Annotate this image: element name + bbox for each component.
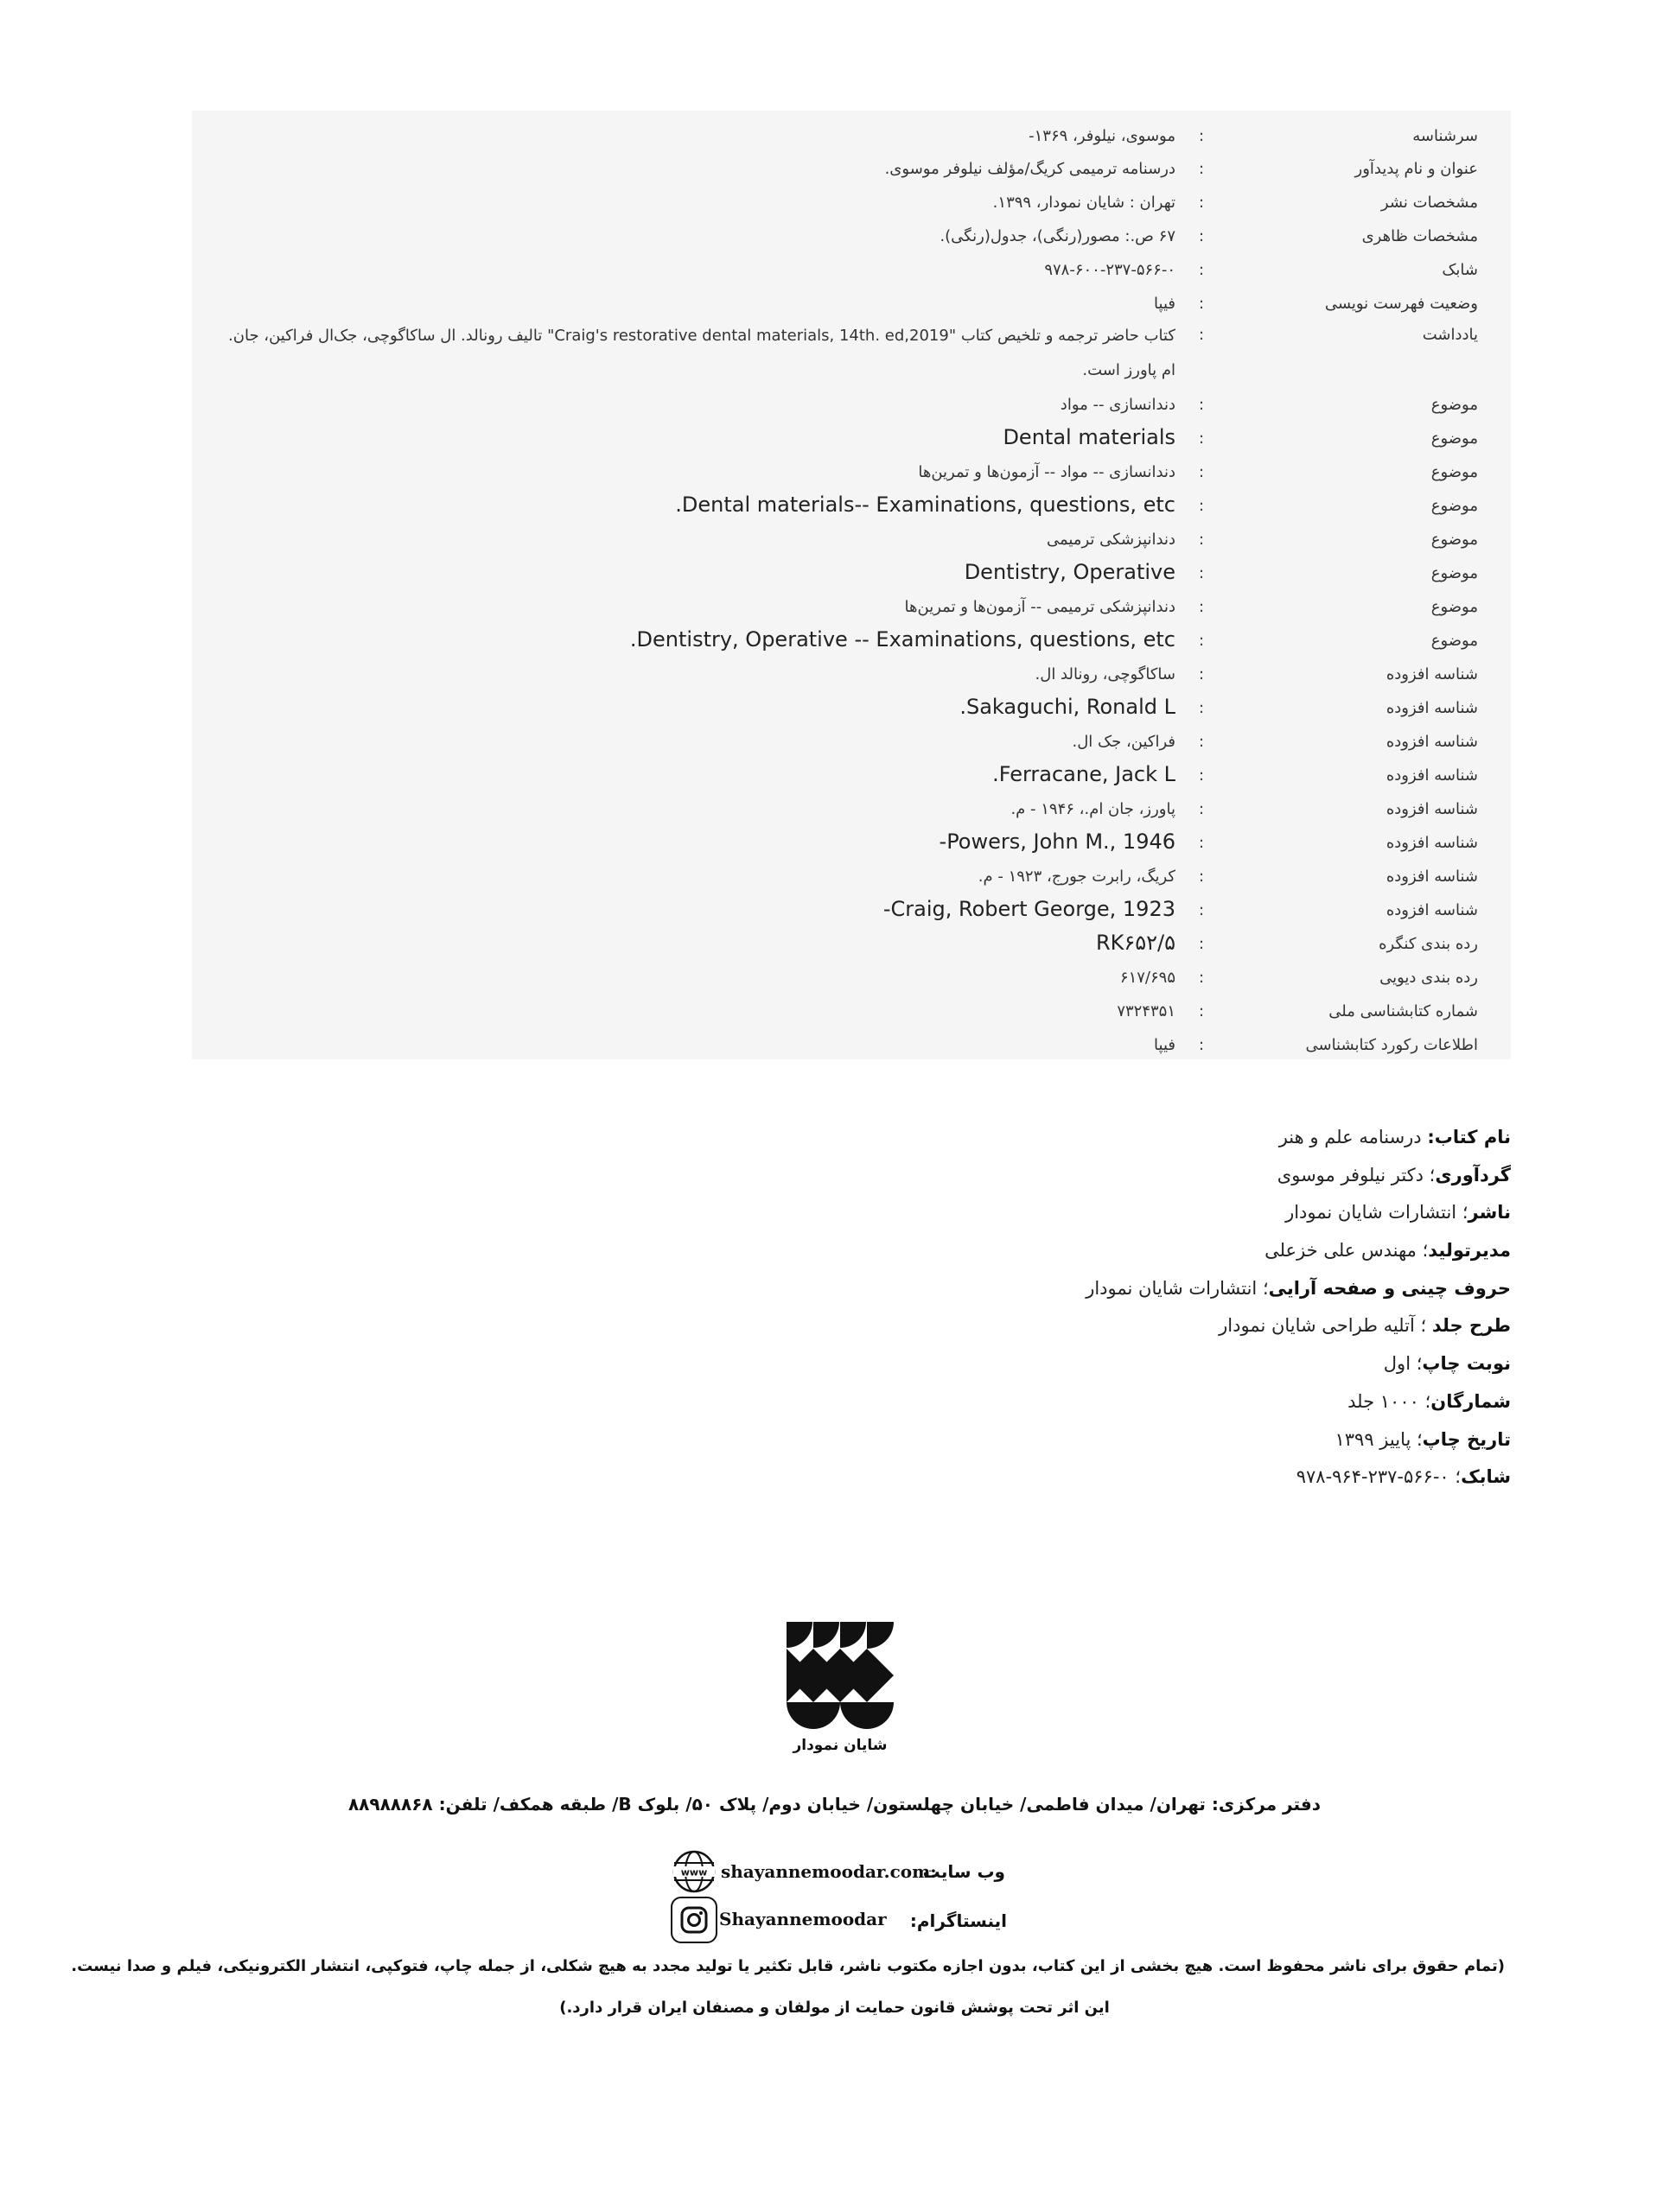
catalog-row: [192, 725, 1511, 759]
catalog-separator: :: [1198, 194, 1205, 212]
catalog-row: [192, 455, 1511, 489]
catalog-field-label: سرشناسه: [1412, 127, 1478, 145]
colophon-label: حروف چینی و صفحه آرایی: [1268, 1277, 1511, 1299]
catalog-field-label: شابک: [1442, 261, 1478, 279]
catalog-row: [192, 826, 1511, 860]
catalog-field-label: شناسه افزوده: [1386, 834, 1478, 852]
catalog-separator: :: [1198, 632, 1205, 650]
catalog-field-label: عنوان و نام پدیدآور: [1354, 160, 1478, 178]
catalog-row: [192, 590, 1511, 624]
catalog-separator: :: [1198, 396, 1205, 414]
catalog-separator: :: [1198, 295, 1205, 313]
catalog-field-value: Sakaguchi, Ronald L.: [959, 695, 1175, 719]
catalog-row: [192, 422, 1511, 455]
catalog-field-label: شناسه افزوده: [1386, 901, 1478, 919]
catalog-field-value: Dental materials-- Examinations, questions, etc.: [675, 493, 1175, 517]
catalog-separator: :: [1198, 868, 1205, 886]
catalog-separator: :: [1198, 227, 1205, 245]
catalog-field-label: اطلاعات رکورد کتابشناسی: [1305, 1036, 1478, 1054]
catalog-separator: :: [1198, 160, 1205, 178]
catalog-row: [192, 759, 1511, 792]
catalog-separator: :: [1198, 598, 1205, 616]
catalog-row: [192, 961, 1511, 995]
colophon-label: نام کتاب:: [1427, 1127, 1511, 1147]
catalog-field-label: شناسه افزوده: [1386, 868, 1478, 886]
catalog-field-value: فراکین، جک ال.: [1072, 733, 1175, 751]
colophon-line: [819, 1466, 1511, 1504]
catalog-separator: :: [1198, 564, 1205, 582]
colophon-label: شمارگان: [1430, 1390, 1511, 1412]
catalog-separator: :: [1198, 127, 1205, 145]
catalog-field-value: پاورز، جان ام.، ۱۹۴۶ - م.: [1010, 800, 1175, 818]
colophon-line: [819, 1353, 1511, 1391]
catalog-field-label: رده بندی دیویی: [1379, 969, 1478, 987]
catalog-field-value: Ferracane, Jack L.: [992, 762, 1175, 786]
colophon-value: ؛ پاییز ۱۳۹۹: [1335, 1428, 1423, 1450]
colophon-label: تاریخ چاپ: [1422, 1428, 1511, 1450]
catalog-separator: :: [1198, 429, 1205, 448]
catalog-row: [192, 489, 1511, 523]
catalog-separator: :: [1198, 665, 1205, 683]
catalog-separator: :: [1198, 766, 1205, 785]
colophon-value: ؛ ۰-۵۶۶-۲۳۷-۹۶۴-۹۷۸: [1296, 1466, 1462, 1488]
colophon-line: [819, 1278, 1511, 1316]
catalog-separator: :: [1198, 497, 1205, 515]
catalog-field-label: موضوع: [1430, 497, 1478, 515]
colophon-label: طرح جلد: [1431, 1315, 1511, 1337]
catalog-row: [192, 219, 1511, 253]
colophon-label: گردآوری: [1435, 1164, 1511, 1185]
catalog-field-value: ۶۱۷/۶۹۵: [1119, 969, 1175, 987]
instagram-row: [0, 1897, 1669, 1945]
colophon-label: نوبت چاپ: [1422, 1353, 1511, 1375]
colophon-value: درسنامه علم و هنر: [1278, 1127, 1428, 1147]
catalog-separator: :: [1198, 1002, 1205, 1020]
colophon-value: ؛ اول: [1383, 1353, 1423, 1375]
catalog-field-label: شناسه افزوده: [1386, 733, 1478, 751]
catalog-field-label: یادداشت: [1422, 326, 1478, 344]
catalog-field-value: Dentistry, Operative: [964, 560, 1175, 584]
catalog-row: [192, 119, 1511, 153]
colophon-line: [819, 1429, 1511, 1467]
catalog-field-value: دندانپزشکی ترمیمی: [1046, 531, 1175, 549]
catalog-row: [192, 388, 1511, 422]
colophon-value: ؛ انتشارات شایان نمودار: [1285, 1202, 1468, 1224]
catalog-row: [192, 152, 1511, 186]
catalog-separator: :: [1198, 901, 1205, 919]
catalog-field-value: ۷۳۲۴۳۵۱: [1117, 1002, 1175, 1020]
colophon-line: [819, 1202, 1511, 1240]
catalog-row: [192, 318, 1511, 379]
catalog-separator: :: [1198, 531, 1205, 549]
catalog-field-value: دندانپزشکی ترمیمی -- آزمون‌ها و تمرین‌ها: [904, 598, 1175, 616]
catalog-row: [192, 186, 1511, 219]
catalog-field-value: درسنامه ترمیمی کریگ/مؤلف نیلوفر موسوی.: [884, 160, 1175, 178]
instagram-icon: [671, 1897, 717, 1943]
globe-www-icon: [672, 1849, 717, 1894]
catalog-field-value: موسوی، نیلوفر، ۱۳۶۹-: [1029, 127, 1175, 145]
colophon-line: [819, 1240, 1511, 1278]
catalog-field-value: فیپا: [1154, 1036, 1175, 1054]
catalog-row: [192, 893, 1511, 927]
catalog-field-label: موضوع: [1430, 598, 1478, 616]
publisher-logo-icon: [787, 1622, 894, 1729]
catalog-row: [192, 995, 1511, 1028]
catalog-row: [192, 624, 1511, 658]
catalog-field-value: فیپا: [1154, 295, 1175, 313]
instagram-label: اینستاگرام:: [909, 1910, 1007, 1931]
colophon-value: ؛ ۱۰۰۰ جلد: [1347, 1390, 1431, 1412]
catalog-field-value: ۹۷۸-۶۰۰-۲۳۷-۵۶۶-۰: [1044, 261, 1175, 279]
colophon-label: مدیرتولید: [1428, 1240, 1511, 1262]
catalog-field-label: شناسه افزوده: [1386, 766, 1478, 785]
colophon-line: [819, 1165, 1511, 1203]
catalog-field-label: وضعیت فهرست نویسی: [1324, 295, 1478, 313]
catalog-field-value: Dentistry, Operative -- Examinations, questions, etc.: [629, 627, 1175, 652]
catalog-field-label: موضوع: [1430, 396, 1478, 414]
website-url[interactable]: shayannemoodar.com:: [721, 1861, 937, 1882]
catalog-field-label: موضوع: [1430, 632, 1478, 650]
catalog-row: [192, 523, 1511, 556]
catalog-field-label: موضوع: [1430, 429, 1478, 448]
catalog-separator: :: [1198, 800, 1205, 818]
catalog-field-label: شناسه افزوده: [1386, 665, 1478, 683]
website-label: وب سایت: [922, 1861, 1005, 1882]
instagram-handle[interactable]: Shayannemoodar: [719, 1909, 887, 1929]
catalog-separator: :: [1198, 261, 1205, 279]
catalog-separator: :: [1198, 326, 1205, 344]
website-row: [0, 1849, 1669, 1892]
colophon-label: شابک: [1461, 1466, 1511, 1488]
catalog-field-value: دندانسازی -- مواد: [1060, 396, 1175, 414]
catalog-field-value: Powers, John M., 1946-: [939, 830, 1175, 854]
colophon-value: ؛ مهندس علی خزعلی: [1264, 1240, 1429, 1262]
publisher-logo-text: شایان نمودار: [793, 1737, 888, 1754]
catalog-field-label: شناسه افزوده: [1386, 699, 1478, 717]
colophon-value: ؛ دکتر نیلوفر موسوی: [1277, 1164, 1436, 1185]
colophon-line: [819, 1391, 1511, 1429]
copyright-notice: (تمام حقوق برای ناشر محفوظ است. هیچ بخشی از این کتاب، بدون اجازه مکتوب ناشر، قابل تکثیر یا تولید مجدد به هیچ شکلی، از جمله چاپ، فتوکپی، انتشار الکترونیکی، فیلم و صدا نیست.: [71, 1957, 1505, 1975]
catalog-field-label: موضوع: [1430, 463, 1478, 481]
catalog-field-label: مشخصات ظاهری: [1361, 227, 1478, 245]
cataloging-record: [192, 111, 1511, 1059]
catalog-row: [192, 658, 1511, 691]
catalog-field-label: مشخصات نشر: [1380, 194, 1478, 212]
catalog-field-value: تهران : شایان نمودار، ۱۳۹۹.: [992, 194, 1175, 212]
catalog-field-value: ساکاگوچی، رونالد ال.: [1035, 665, 1175, 683]
catalog-field-value: دندانسازی -- مواد -- آزمون‌ها و تمرین‌ها: [918, 463, 1175, 481]
colophon-line: [819, 1127, 1511, 1165]
catalog-field-value: کریگ، رابرت جورج، ۱۹۲۳ - م.: [978, 868, 1175, 886]
head-office-address: دفتر مرکزی: تهران/ میدان فاطمی/ خیابان چهلستون/ خیابان دوم/ پلاک ۵۰/ بلوک B/ طبقه همکف/ تلفن: ۸۸۹۸۸۸۶۸: [347, 1794, 1322, 1815]
colophon-value: ؛ انتشارات شایان نمودار: [1086, 1277, 1269, 1299]
catalog-row: [192, 691, 1511, 725]
catalog-row: [192, 556, 1511, 590]
catalog-row: [192, 287, 1511, 321]
copyright-law-notice: این اثر تحت پوشش قانون حمایت از مولفان و مصنفان ایران قرار دارد.): [559, 1999, 1110, 2017]
catalog-field-value: Dental materials: [1003, 425, 1175, 449]
catalog-separator: :: [1198, 969, 1205, 987]
svg-text:www: www: [680, 1866, 708, 1878]
colophon-label: ناشر: [1468, 1202, 1511, 1224]
catalog-field-value: ۶۷ ص.: مصور(رنگی)، جدول(رنگی).: [940, 227, 1175, 245]
catalog-field-label: موضوع: [1430, 531, 1478, 549]
catalog-row: [192, 927, 1511, 961]
catalog-separator: :: [1198, 699, 1205, 717]
catalog-field-value: Craig, Robert George, 1923-: [882, 897, 1175, 921]
book-colophon: [819, 1127, 1511, 1504]
catalog-row: [192, 860, 1511, 893]
colophon-line: [819, 1315, 1511, 1353]
catalog-separator: :: [1198, 463, 1205, 481]
catalog-field-value: کتاب حاضر ترجمه و تلخیص کتاب "Craig's restorative dental materials, 14th. ed,2019" تالیف رونالد. ال ساکاگوچی، جک‌ال فراکین، جان. ام پاورز است.: [228, 327, 1175, 379]
catalog-separator: :: [1198, 733, 1205, 751]
catalog-separator: :: [1198, 1036, 1205, 1054]
catalog-field-label: شماره کتابشناسی ملی: [1328, 1002, 1478, 1020]
catalog-row: [192, 792, 1511, 826]
catalog-row: [192, 1028, 1511, 1062]
catalog-field-value: RK۶۵۲/۵: [1095, 931, 1175, 955]
colophon-value: ؛ آتلیه طراحی شایان نمودار: [1219, 1315, 1432, 1337]
catalog-separator: :: [1198, 935, 1205, 953]
catalog-row: [192, 253, 1511, 287]
catalog-field-label: رده بندی کنگره: [1379, 935, 1478, 953]
catalog-separator: :: [1198, 834, 1205, 852]
catalog-field-label: شناسه افزوده: [1386, 800, 1478, 818]
catalog-field-label: موضوع: [1430, 564, 1478, 582]
